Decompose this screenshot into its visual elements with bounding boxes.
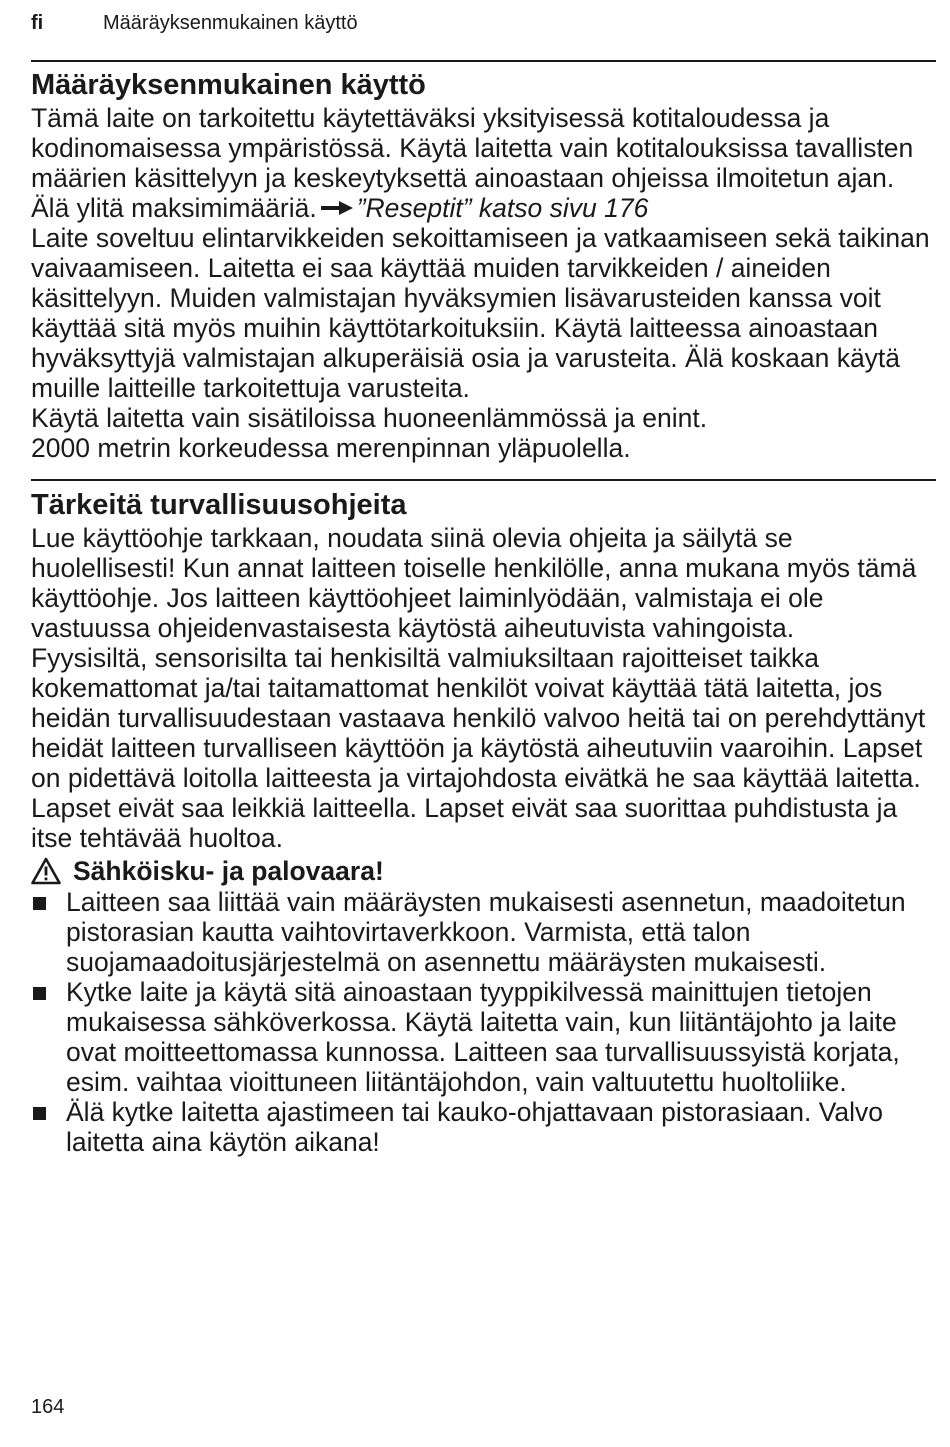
list-item-text: Älä kytke laitetta ajastimeen tai kauko-ohjattavaan pistorasiaan. Valvo laitetta aina käytön aikana! <box>66 1097 884 1157</box>
running-title: Määräyksenmukainen käyttö <box>103 12 358 34</box>
warning-list <box>31 887 936 1157</box>
list-item <box>31 977 936 1097</box>
bullet-square-icon <box>33 987 46 1000</box>
intended-use-paragraph-1 <box>31 103 936 223</box>
page-header <box>31 10 936 36</box>
list-item-text: Kytke laite ja käytä sitä ainoastaan tyyppikilvessä mainittujen tietojen mukaisessa sähköverkossa. Käytä laitetta vain, kun liitäntäjohto ja laite ovat moitteettomassa kunnossa. Laitteen saa turvallisuussyistä korjata, esim. vaihtaa vioittuneen liitäntäjohdon, vain valtuutettu huoltoliike. <box>66 977 900 1097</box>
warning-title: Sähköisku- ja palovaara! <box>73 856 384 886</box>
arrow-right-icon <box>321 201 353 215</box>
section-safety-instructions <box>31 479 936 1157</box>
section-title-safety: Tärkeitä turvallisuusohjeita <box>31 489 407 521</box>
section-intended-use <box>31 60 936 463</box>
safety-paragraph-1: Lue käyttöohje tarkkaan, noudata siinä olevia ohjeita ja säilytä se huolellisesti! Kun annat laitteen toiselle henkilölle, anna mukana myös tämä käyttöohje. Jos laitteen käyttöohjeet laiminlyödään, valmistaja ei ole vastuussa ohjeidenvastaisesta käytöstä aiheutuvista vahingoista. <box>31 523 917 643</box>
page-content <box>31 60 936 1157</box>
safety-paragraph-2: Fyysisiltä, sensorisilta tai henkisiltä valmiuksiltaan rajoitteiset taikka kokemattomat ja/tai taitamattomat henkilöt voivat käyttää tätä laitetta, jos heidän turvallisuudestaan vastaava henkilö valvoo heitä tai on perehdyttänyt heidät laitteen turvalliseen käyttöön ja käytöstä aiheutuviin vaaroihin. Lapset on pidettävä loitolla laitteesta ja virtajohdosta eivätkä he saa käyttää laitetta. Lapset eivät saa leikkiä laitteella. Lapset eivät saa suorittaa puhdistusta ja itse tehtävää huoltoa. <box>31 643 926 853</box>
list-item <box>31 887 936 977</box>
intended-use-paragraph-3-line-1: Käytä laitetta vain sisätiloissa huoneenlämmössä ja enint. <box>31 403 708 433</box>
bullet-square-icon <box>33 897 46 910</box>
warning-triangle-icon <box>31 857 61 885</box>
intended-use-paragraph-3-line-2: 2000 metrin korkeudessa merenpinnan yläpuolella. <box>31 433 631 463</box>
language-code: fi <box>31 12 44 34</box>
list-item-text: Laitteen saa liittää vain määräysten mukaisesti asennetun, maadoitetun pistorasian kautta vaihtovirtaverkkoon. Varmista, että talon suojamaadoitusjärjestelmä on asennettu määräysten mukaisesti. <box>66 887 906 977</box>
recipes-reference-link[interactable]: ”Reseptit” katso sivu 176 <box>356 193 649 223</box>
list-item <box>31 1097 936 1157</box>
bullet-square-icon <box>33 1107 46 1120</box>
warning-heading <box>31 855 936 887</box>
page-number: 164 <box>31 1396 65 1418</box>
section-title-intended-use: Määräyksenmukainen käyttö <box>31 69 426 101</box>
intended-use-text: Tämä laite on tarkoitettu käytettäväksi yksityisessä kotitaloudessa ja kodinomaisessa ympäristössä. Käytä laitetta vain kotitalouksissa tavallisten määrien käsittelyyn ja keskeytyksettä ainoastaan ohjeissa ilmoitetun ajan. Älä ylitä maksimimääriä. <box>31 103 914 223</box>
intended-use-paragraph-2: Laite soveltuu elintarvikkeiden sekoittamiseen ja vatkaamiseen sekä taikinan vaivaamiseen. Laitetta ei saa käyttää muiden tarvikkeiden / aineiden käsittelyyn. Muiden valmistajan hyväksymien lisävarusteiden kanssa voit käyttää sitä myös muihin käyttötarkoituksiin. Käytä laitteessa ainoastaan hyväksyttyjä valmistajan alkuperäisiä osia ja varusteita. Älä koskaan käytä muille laitteille tarkoitettuja varusteita. <box>31 223 930 403</box>
